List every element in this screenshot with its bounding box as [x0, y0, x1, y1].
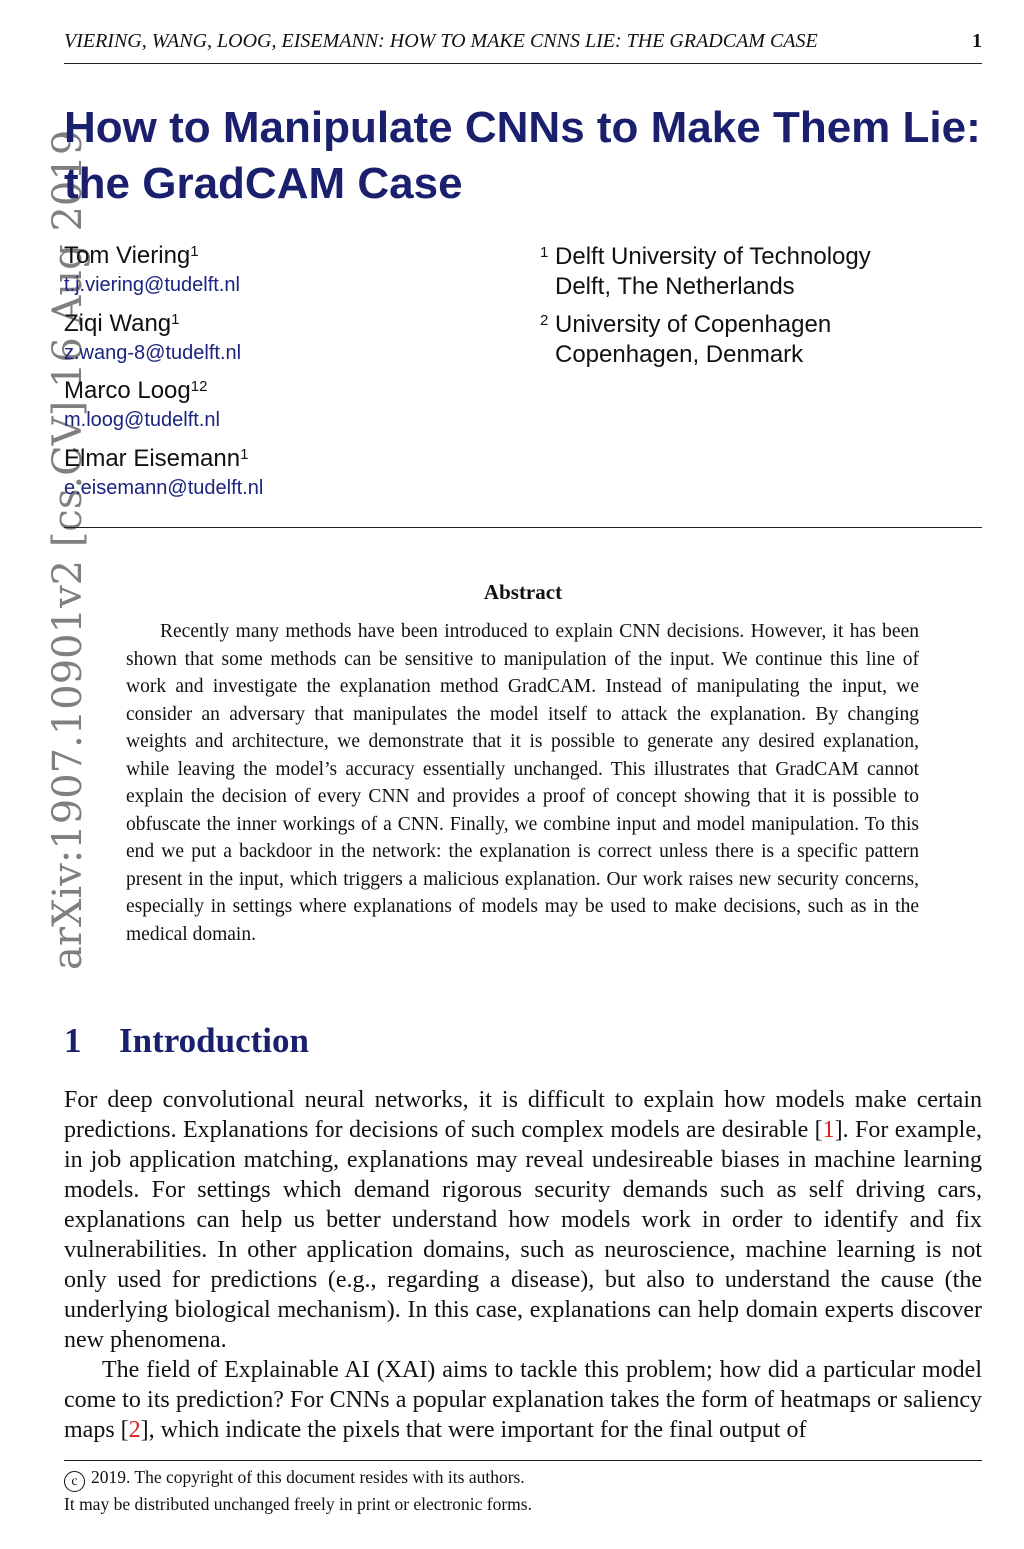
affiliation-institution: Delft University of Technology — [555, 243, 871, 270]
paper-title — [64, 100, 994, 212]
author-email-link[interactable]: z.wang-8@tudelft.nl — [64, 342, 242, 364]
author-name: Tom Viering — [64, 242, 191, 269]
page-number: 1 — [972, 30, 982, 52]
author-2 — [64, 310, 484, 368]
author-4 — [64, 445, 484, 503]
citation-link[interactable]: 2 — [128, 1417, 141, 1443]
header-rule — [64, 63, 982, 64]
title-line-2: the GradCAM Case — [64, 159, 463, 208]
affiliation-location: Copenhagen, Denmark — [555, 341, 804, 368]
author-affiliation-mark: 1 — [240, 446, 249, 463]
affiliation-location: Delft, The Netherlands — [555, 273, 795, 300]
distribution-line: It may be distributed unchanged freely in print or electronic forms. — [64, 1494, 532, 1514]
abstract-text: Recently many methods have been introduced to explain CNN decisions. However, it has been shown that some methods can be sensitive to manipulation of the input. We continue this line of work and investigate the explanation method GradCAM. Instead of manipulating the input, we consider an adversary that manipulates the model itself to attack the explanation. By changing weights and architecture, we demonstrate that it is possible to generate any desired explanation, while leaving the model’s accuracy essentially unchanged. This illustrates that GradCAM cannot explain the decision of every CNN and provides a proof of concept showing that it is possible to obfuscate the inner workings of a CNN. Finally, we combine input and model manipulation. To this end we put a backdoor in the network: the explanation is correct unless there is a specific pattern present in the input, which triggers a malicious explanation. Our work raises new security concerns, especially in settings where explanations of models may be used to make decisions, such as in the medical domain. — [126, 621, 919, 945]
affiliation-mark: 2 — [540, 312, 549, 329]
section-title: Introduction — [119, 1021, 309, 1060]
arxiv-stamp[interactable]: arXiv:1907.10901v2 [cs.CV] 16 Aug 2019 — [45, 129, 91, 970]
introduction-body — [64, 1085, 982, 1445]
author-affiliation-mark: 1 — [171, 311, 180, 328]
author-affiliation-mark: 1 — [190, 243, 199, 260]
abstract-heading: Abstract — [483, 580, 563, 604]
running-header — [64, 26, 982, 56]
section-number: 1 — [64, 1021, 82, 1060]
affiliation-mark: 1 — [540, 244, 549, 261]
copyright-line: 2019. The copyright of this document resides with its authors. — [91, 1467, 525, 1487]
title-line-1: How to Manipulate CNNs to Make Them Lie: — [64, 103, 981, 152]
author-3 — [64, 377, 484, 435]
copyright-footnote — [64, 1465, 982, 1516]
author-1 — [64, 242, 484, 300]
author-email-link[interactable]: e.eisemann@tudelft.nl — [64, 477, 264, 499]
affiliation-institution: University of Copenhagen — [555, 311, 832, 338]
affiliation-2 — [540, 310, 980, 370]
author-name: Ziqi Wang — [64, 310, 172, 337]
footnote-rule — [64, 1460, 982, 1461]
title-block-rule — [64, 527, 982, 528]
affiliation-1 — [540, 242, 980, 302]
running-title: VIERING, WANG, LOOG, EISEMANN: HOW TO MAKE CNNS LIE: THE GRADCAM CASE — [64, 30, 818, 52]
paragraph: For deep convolutional neural networks, it is difficult to explain how models make certain predictions. Explanations for decisions of such complex models are desirable [1]. For example, in job application matching, explanations may reveal undesireable biases in machine learning models. For settings which demand rigorous security demands such as self driving cars, explanations can help us better understand how models work in order to identify and fix vulnerabilities. In other application domains, such as neuroscience, machine learning is not only used for predictions (e.g., regarding a disease), but also to understand the cause (the underlying biological mechanism). In this case, explanations can help domain experts discover new phenomena. — [64, 1087, 983, 1353]
author-email-link[interactable]: t.j.viering@tudelft.nl — [64, 274, 240, 296]
author-email-link[interactable]: m.loog@tudelft.nl — [64, 409, 220, 431]
author-affiliation-mark: 12 — [190, 378, 208, 395]
citation-link[interactable]: 1 — [822, 1117, 835, 1143]
paragraph: The field of Explainable AI (XAI) aims to tackle this problem; how did a particular model come to its prediction? For CNNs a popular explanation takes the form of heatmaps or saliency maps [2], which indicate the pixels that were important for the final output of — [64, 1357, 982, 1443]
author-name: Marco Loog — [64, 377, 191, 404]
author-name: Elmar Eisemann — [64, 445, 241, 472]
section-heading-introduction — [64, 1018, 309, 1064]
copyright-icon: c — [64, 1471, 85, 1492]
